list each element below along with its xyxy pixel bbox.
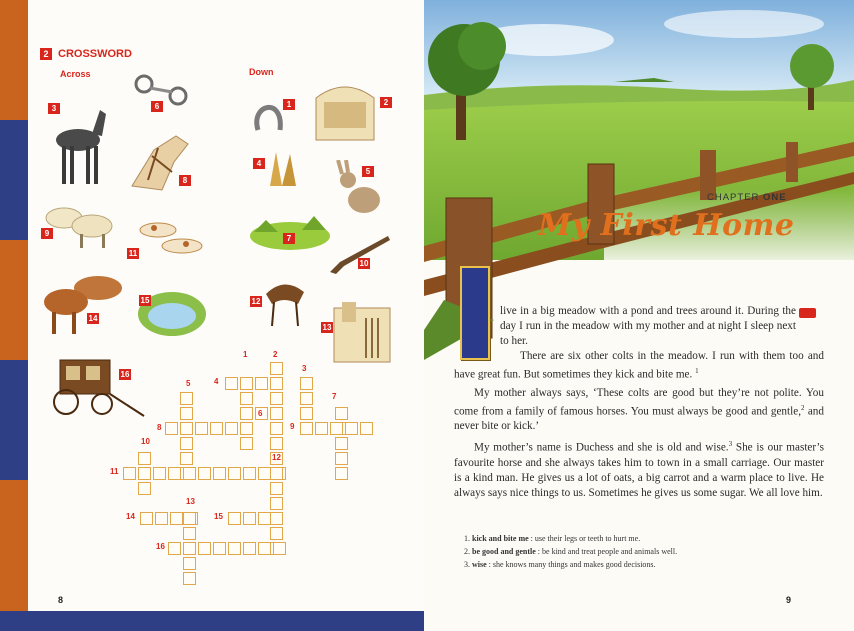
crossword-cell[interactable] bbox=[213, 542, 226, 555]
crossword-cell[interactable] bbox=[270, 362, 283, 375]
paragraph-4-text-b: She is our master’s favourite horse and she always takes him to town in a small carriage. Our master is a kind man. He gives us a lot of oats, a big carrot and a warm place to live. He always says nice things to us. Sometimes he gives us some sugar. We all love him. bbox=[454, 442, 824, 500]
crossword-cell[interactable] bbox=[330, 422, 343, 435]
paragraph-3-text-b: and never bite or kick.’ bbox=[454, 405, 824, 433]
crossword-cell[interactable] bbox=[183, 572, 196, 585]
crossword-cell[interactable] bbox=[335, 407, 348, 420]
across-heading: Across bbox=[60, 69, 91, 79]
side-stripe bbox=[0, 120, 28, 240]
crossword-cell[interactable] bbox=[123, 467, 136, 480]
glossary bbox=[464, 532, 824, 571]
stall-icon bbox=[332, 298, 392, 364]
crossword-cell[interactable] bbox=[138, 482, 151, 495]
crossword-cell[interactable] bbox=[183, 542, 196, 555]
crossword-cell[interactable] bbox=[243, 542, 256, 555]
crossword-cell[interactable] bbox=[198, 467, 211, 480]
grid-number: 12 bbox=[272, 453, 281, 462]
clue-5-number: 5 bbox=[362, 166, 374, 177]
paragraph-3 bbox=[454, 386, 824, 435]
paragraph-1 bbox=[500, 304, 796, 349]
clue-16-number: 16 bbox=[120, 370, 130, 379]
crossword-cell[interactable] bbox=[270, 467, 283, 480]
chapter-label-number: ONE bbox=[763, 192, 787, 203]
paragraph-1-text: live in a big meadow with a pond and trees around it. During the day I run in the meadow with my mother and at night I sleep next to her. bbox=[500, 305, 796, 347]
crossword-cell[interactable] bbox=[180, 392, 193, 405]
crossword-cell[interactable] bbox=[180, 407, 193, 420]
crossword-cell[interactable] bbox=[138, 452, 151, 465]
clue-3-number: 3 bbox=[48, 103, 60, 114]
clue-12-number: 12 bbox=[251, 297, 261, 306]
glossary-item: 3. wise : she knows many things and makes good decisions. bbox=[464, 560, 656, 569]
exercise-title: CROSSWORD bbox=[58, 48, 132, 60]
crossword-cell[interactable] bbox=[210, 422, 223, 435]
crossword-cell[interactable] bbox=[183, 512, 196, 525]
stable-icon bbox=[312, 76, 378, 142]
page-number-left: 8 bbox=[58, 595, 64, 605]
crossword-cell[interactable] bbox=[300, 377, 313, 390]
exercise-heading bbox=[40, 48, 132, 60]
meadow-icon bbox=[248, 212, 332, 252]
side-stripe bbox=[0, 480, 28, 611]
paragraph-2 bbox=[454, 349, 824, 383]
crossword-cell[interactable] bbox=[228, 467, 241, 480]
crossword-cell[interactable] bbox=[300, 392, 313, 405]
crossword-cell[interactable] bbox=[270, 512, 283, 525]
grid-number: 16 bbox=[156, 542, 165, 551]
grid-number: 10 bbox=[141, 437, 150, 446]
footnote-ref-1: 1 bbox=[695, 367, 699, 375]
crossword-cell[interactable] bbox=[270, 392, 283, 405]
paragraph-4 bbox=[454, 437, 824, 501]
crossword-cell[interactable] bbox=[270, 437, 283, 450]
clue-4-number: 4 bbox=[253, 158, 265, 169]
clue-6-number: 6 bbox=[151, 101, 163, 112]
crossword-cell[interactable] bbox=[183, 467, 196, 480]
page-number-right: 9 bbox=[786, 595, 792, 605]
crossword-cell[interactable] bbox=[270, 497, 283, 510]
crossword-cell[interactable] bbox=[170, 512, 183, 525]
crossword-cell[interactable] bbox=[228, 542, 241, 555]
clue-14-number: 14 bbox=[88, 314, 98, 323]
crossword-cell[interactable] bbox=[195, 422, 208, 435]
grid-number: 11 bbox=[110, 467, 119, 476]
crossword-cell[interactable] bbox=[180, 422, 193, 435]
crossword-cell[interactable] bbox=[360, 422, 373, 435]
horseshoe-icon bbox=[250, 94, 286, 134]
paragraph-2-text: There are six other colts in the meadow. I run with them too and have great fun. But sometimes they kick and bite me. bbox=[454, 350, 824, 381]
crossword-cell[interactable] bbox=[198, 542, 211, 555]
crossword-cell[interactable] bbox=[300, 407, 313, 420]
drop-cap-i bbox=[460, 266, 490, 360]
carriage-icon bbox=[46, 354, 146, 422]
audio-track-icon[interactable] bbox=[799, 308, 816, 318]
clue-13-number: 13 bbox=[322, 323, 332, 332]
cows-icon bbox=[36, 266, 126, 338]
crossword-cell[interactable] bbox=[270, 377, 283, 390]
crossword-cell[interactable] bbox=[168, 467, 181, 480]
crossword-cell[interactable] bbox=[180, 437, 193, 450]
chapter-label-prefix: CHAPTER bbox=[707, 192, 760, 203]
clue-11-number: 11 bbox=[128, 249, 138, 258]
side-stripe bbox=[0, 0, 28, 120]
crossword-cell[interactable] bbox=[270, 482, 283, 495]
crossword-cell[interactable] bbox=[335, 452, 348, 465]
crossword-cell[interactable] bbox=[243, 467, 256, 480]
crossword-cell[interactable] bbox=[300, 422, 313, 435]
grid-number: 6 bbox=[258, 409, 263, 418]
chapter-title: My First Home bbox=[538, 208, 795, 243]
crossword-cell[interactable] bbox=[258, 542, 271, 555]
crossword-cell[interactable] bbox=[240, 422, 253, 435]
side-stripe bbox=[0, 360, 28, 480]
pond-icon bbox=[132, 282, 210, 340]
crossword-cell[interactable] bbox=[255, 377, 268, 390]
grid-number: 13 bbox=[186, 497, 195, 506]
grid-number: 2 bbox=[273, 350, 278, 359]
crossword-cell[interactable] bbox=[180, 452, 193, 465]
crossword-cell[interactable] bbox=[168, 542, 181, 555]
crossword-cell[interactable] bbox=[240, 392, 253, 405]
gun-icon bbox=[328, 232, 392, 276]
left-page bbox=[0, 0, 424, 631]
crossword-cell[interactable] bbox=[345, 422, 358, 435]
crossword-cell[interactable] bbox=[165, 422, 178, 435]
footnote-ref-3: 3 bbox=[728, 440, 733, 449]
crossword-cell[interactable] bbox=[273, 542, 286, 555]
right-page bbox=[424, 0, 854, 631]
crossword-cell[interactable] bbox=[270, 422, 283, 435]
grid-number: 4 bbox=[214, 377, 219, 386]
down-heading: Down bbox=[249, 67, 274, 77]
crossword-cell[interactable] bbox=[243, 512, 256, 525]
crossword-cell[interactable] bbox=[258, 512, 271, 525]
grid-number: 3 bbox=[302, 364, 307, 373]
grid-number: 14 bbox=[126, 512, 135, 521]
grid-number: 5 bbox=[186, 379, 191, 388]
clue-2-number: 2 bbox=[380, 97, 392, 108]
crossword-cell[interactable] bbox=[335, 467, 348, 480]
crossword-cell[interactable] bbox=[270, 527, 283, 540]
side-stripe bbox=[0, 240, 28, 360]
grid-number: 15 bbox=[214, 512, 223, 521]
crossword-cell[interactable] bbox=[335, 437, 348, 450]
rabbit-icon bbox=[334, 160, 384, 216]
crossword-cell[interactable] bbox=[315, 422, 328, 435]
bottom-band bbox=[0, 611, 424, 631]
sheep-icon bbox=[40, 200, 120, 250]
clue-7-number: 7 bbox=[283, 233, 295, 244]
crossword-cell[interactable] bbox=[240, 377, 253, 390]
glossary-item: 2. be good and gentle : be kind and treat people and animals well. bbox=[464, 547, 678, 556]
clue-9-number: 9 bbox=[41, 228, 53, 239]
crossword-cell[interactable] bbox=[153, 467, 166, 480]
paragraph-4-text-a: My mother’s name is Duchess and she is old and wise. bbox=[474, 442, 729, 455]
crossword-cell[interactable] bbox=[270, 407, 283, 420]
chapter-label bbox=[707, 192, 787, 203]
clue-10-number: 10 bbox=[359, 259, 369, 268]
grid-number: 1 bbox=[243, 350, 248, 359]
crossword-cell[interactable] bbox=[225, 377, 238, 390]
clue-1-number: 1 bbox=[283, 99, 295, 110]
glossary-item: 1. kick and bite me : use their legs or teeth to hurt me. bbox=[464, 534, 641, 543]
hoofs-icon bbox=[264, 148, 300, 188]
clue-8-number: 8 bbox=[179, 175, 191, 186]
grid-number: 9 bbox=[290, 422, 295, 431]
clue-15-number: 15 bbox=[140, 296, 150, 305]
crossword-cell[interactable] bbox=[155, 512, 168, 525]
crossword-cell[interactable] bbox=[228, 512, 241, 525]
crossword-cell[interactable] bbox=[240, 407, 253, 420]
crossword-cell[interactable] bbox=[138, 467, 151, 480]
footnote-ref-2: 2 bbox=[801, 403, 805, 412]
crossword-cell[interactable] bbox=[183, 527, 196, 540]
body-text bbox=[454, 349, 824, 501]
grid-number: 7 bbox=[332, 392, 337, 401]
crossword-cell[interactable] bbox=[140, 512, 153, 525]
crossword-cell[interactable] bbox=[213, 467, 226, 480]
crossword-cell[interactable] bbox=[225, 422, 238, 435]
grid-number: 8 bbox=[157, 423, 162, 432]
crossword-cell[interactable] bbox=[240, 437, 253, 450]
saddle-icon bbox=[262, 276, 308, 330]
exercise-number: 2 bbox=[40, 48, 52, 60]
hounds-icon bbox=[134, 216, 210, 262]
paragraph-3-text-a: My mother always says, ‘These colts are good but they’re not polite. You come from a family of famous horses. You must always be good and gentle, bbox=[454, 386, 824, 418]
crossword-cell[interactable] bbox=[183, 557, 196, 570]
